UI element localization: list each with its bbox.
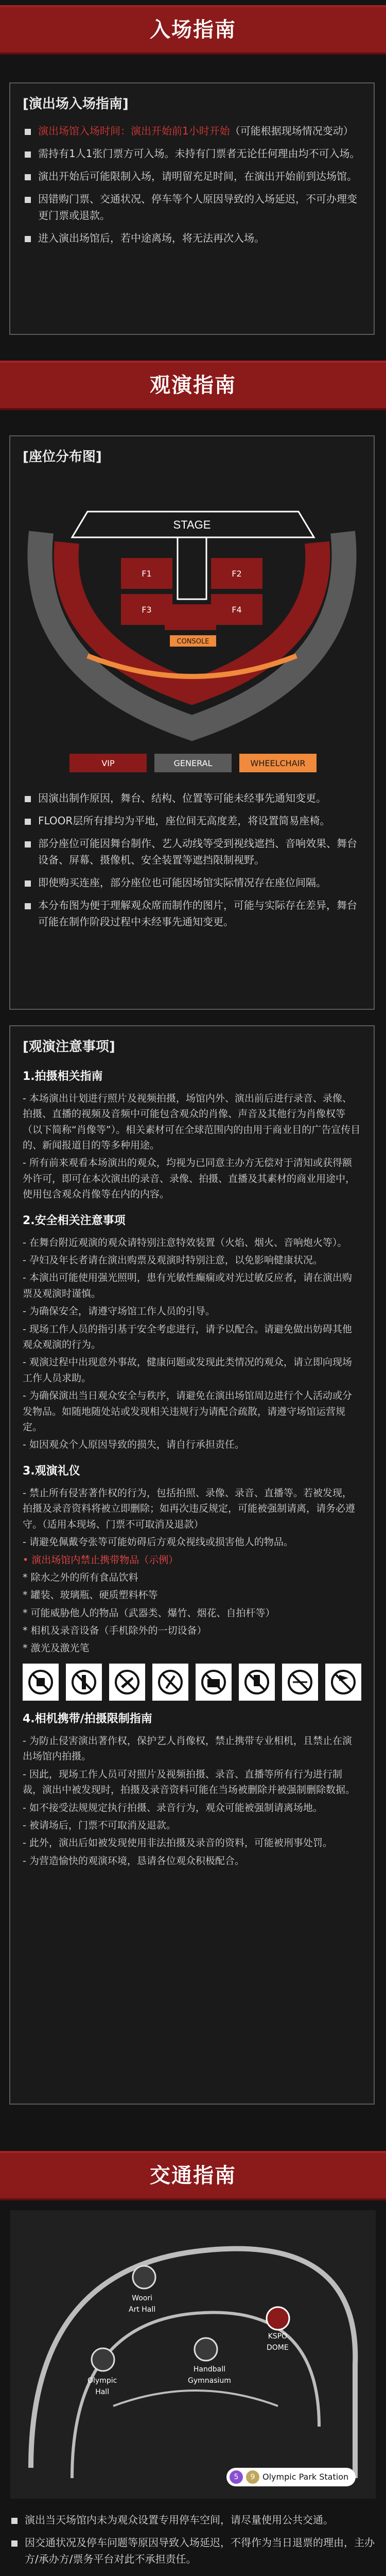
traffic-section-header [0, 2151, 386, 2200]
note-section-1 [10, 1067, 374, 1202]
seat-bullets [23, 790, 361, 930]
note-section-2 [10, 1212, 374, 1453]
station-label [226, 2468, 356, 2486]
floor-section-center [165, 604, 216, 630]
prohibited-icons-row [23, 1664, 361, 1701]
note-line: - 孕妇及年长者请在演出购票及观演时特别注意，以免影响健康状况。 [23, 1255, 323, 1266]
flag-icon [325, 1664, 361, 1701]
traffic-bullet: 演出当天场馆内未为观众设置专用停车空间，请尽量使用公共交通。 [9, 2512, 385, 2528]
note-line: - 为确保演出当日观众安全与秩序，请避免在演出场馆周边进行个人活动或分发物品。如随地随处站或发现相关违规行为请配合疏散，请遵守场馆运营规定。 [23, 1390, 352, 1433]
seat-map [10, 476, 374, 785]
entry-bullet-text: （可能根据现场情况变动） [230, 124, 354, 137]
viewing-title: 观演指南 [150, 374, 236, 397]
note-line: - 为营造愉快的观演环境，恳请各位观众积极配合。 [23, 1855, 244, 1867]
station-name: Olympic Park Station [262, 2472, 349, 2482]
note-line: - 为防止侵害演出著作权，保护艺人肖像权，禁止携带专业相机，且禁止在演出场馆内拍摄。 [23, 1735, 352, 1762]
seat-bullet: 即使购买连座，部分座位也可能因场馆实际情况存在座位间隔。 [23, 874, 361, 891]
legend-wheelchair: WHEELCHAIR [250, 758, 306, 768]
entry-bullet-text: 演出开始后可能限制入场，请明留充足时间，在演出开始前到达场馆。 [38, 170, 357, 182]
entry-bullet [23, 123, 361, 139]
notes-box-title: [观演注意事项] [23, 1039, 115, 1055]
line5-icon: 5 [230, 2470, 243, 2484]
entry-bullets [23, 123, 361, 246]
traffic-bullet: 因交通状况及停车问题等原因导致入场延迟，不得作为当日退票的理由，主办方/承办方/票务平台对此不承担责任。 [9, 2534, 385, 2567]
entry-bullet [23, 168, 361, 184]
entry-box-title: [演出场入场指南] [23, 96, 129, 112]
camera-icon [196, 1664, 232, 1701]
f3-label: F3 [142, 604, 152, 615]
note-heading-3: 3.观演礼仪 [23, 1464, 80, 1478]
prohibited-title: • 演出场馆内禁止携带物品（示例） [23, 1554, 179, 1566]
note-line: - 被请场后，门票不可取消及退款。 [23, 1820, 176, 1832]
map-woori-label: Woori Art Hall [129, 2294, 156, 2314]
map-olympic-label: Olympic Hall [87, 2377, 117, 2397]
entry-bullet-text: 因错购门票、交通状况、停车等个人原因导致的入场延迟，不可办理变更门票或退款。 [38, 192, 357, 222]
note-heading-4: 4.相机携带/拍摄限制指南 [23, 1712, 152, 1725]
map-kspo-label: KSPO DOME [267, 2332, 289, 2352]
note-section-3 [10, 1462, 374, 1701]
note-line: - 此外，演出后如被发现使用非法拍摄及录音的资料，可能被刑事处罚。 [23, 1837, 332, 1849]
note-line: - 如因观众个人原因导致的损失，请自行承担责任。 [23, 1439, 244, 1451]
seat-bullet: FLOOR层所有排均为平地，座位间无高度差，将设置简易座椅。 [23, 812, 361, 829]
note-line: - 因此，现场工作人员可对照片及视频拍摄、录音、直播等所有行为进行制裁，演出中被发现时，拍摄及录音资料可能在当场被删除并被强制删除数据。 [23, 1768, 356, 1796]
line9-icon: 9 [246, 2470, 259, 2484]
entry-bullet [23, 191, 361, 224]
map-handball-label: Handball Gymnasium [188, 2365, 231, 2385]
prohibited-item: * 相机及录音设备（手机除外的一切设备） [23, 1625, 207, 1637]
legend-vip: VIP [101, 758, 115, 768]
note-heading-1: 1.拍摄相关指南 [23, 1070, 103, 1083]
console-label: CONSOLE [177, 637, 209, 646]
viewing-section-header [0, 361, 386, 410]
note-line: - 所有前来观看本场演出的观众，均视为已同意主办方无偿对于清知或获得额外许可，即可在本次演出的录音、录像、拍摄、直播及其素材的商业用途中，使用包含观众肖像等在内的内容。 [23, 1157, 356, 1200]
legend-general: GENERAL [173, 758, 213, 768]
entry-bullet-highlight: 演出场馆入场时间：演出开始前1小时开始 [38, 124, 230, 137]
prohibited-item: * 激光及激光笔 [23, 1642, 90, 1654]
f1-label: F1 [142, 568, 152, 579]
bottle-icon [66, 1664, 102, 1701]
entry-guide-box [9, 82, 375, 335]
note-heading-2: 2.安全相关注意事项 [23, 1214, 126, 1227]
seat-map-box [9, 435, 375, 1010]
note-line: - 本场演出计划进行照片及视频拍摄，场馆内外、演出前后进行录音、录像、拍摄、直播的视频及音频中可能包含观众的肖像、声音及其他行为肖像权等（以下简称“肖像等”）。相关素材可在全球范围内的由用于商业目的广告宣传目的、新闻报道目的等多种用途。 [23, 1092, 361, 1151]
note-line: - 在舞台附近观演的观众请特别注意特效装置（火焰、烟火、音响炮火等）。 [23, 1236, 347, 1248]
traffic-bullets [9, 2512, 386, 2573]
note-section-4 [10, 1710, 374, 1869]
seat-box-title: [座位分布图] [23, 449, 102, 465]
note-line: - 禁止所有侵害著作权的行为，包括拍照、录像、录音、直播等。若被发现，拍摄及录音资料将被立即删除；如再次违反规定，可能被强制请离，请务必遵守。（适用本现场、门票不可取消及退款） [23, 1487, 356, 1530]
stage [72, 512, 314, 537]
f2-label: F2 [232, 568, 242, 579]
note-line: - 现场工作人员的指引基于安全考虑进行，请予以配合。请避免做出妨碍其他观众观演的行为。 [23, 1323, 352, 1351]
traffic-title: 交通指南 [150, 2164, 236, 2188]
prohibited-item: * 除水之外的所有食品饮料 [23, 1571, 138, 1583]
seat-bullet: 本分布图为便于理解观众席而制作的图片，可能与实际存在差异，舞台可能在制作阶段过程中未经事先通知变更。 [23, 897, 361, 930]
entry-bullet-text: 需持有1人1张门票方可入场。未持有门票者无论任何理由均不可入场。 [38, 147, 360, 160]
note-line: - 本演出可能使用强光照明，患有光敏性癫痫或对光过敏反应者，请在演出购票及观演时谨慎。 [23, 1272, 352, 1299]
food-icon [23, 1664, 59, 1701]
prohibited-item: * 罐装、玻璃瓶、硬质塑料杯等 [23, 1589, 158, 1601]
stage-label: STAGE [173, 518, 211, 531]
selfie-stick-icon [152, 1664, 188, 1701]
note-line: - 请避免佩戴夸张等可能妨碍后方观众视线或损害他人的物品。 [23, 1536, 293, 1548]
note-line: - 为确保安全，请遵守场馆工作人员的引导。 [23, 1306, 215, 1317]
weapon-icon [109, 1664, 145, 1701]
f4-label: F4 [232, 604, 242, 615]
seat-bullet: 因演出制作原因，舞台、结构、位置等可能未经事先通知变更。 [23, 790, 361, 806]
entry-bullet [23, 230, 361, 246]
entry-section-header [0, 5, 386, 55]
entry-bullet [23, 145, 361, 162]
console [170, 635, 216, 647]
seat-bullet: 部分座位可能因舞台制作、艺人动线等受到视线遮挡、音响效果、舞台设备、屏幕、摄像机、安全装置等遮挡限制视野。 [23, 835, 361, 868]
traffic-map [10, 2210, 376, 2499]
viewing-notes-box [9, 1025, 375, 2105]
laser-icon [282, 1664, 318, 1701]
phone-stand-icon [239, 1664, 275, 1701]
prohibited-item: * 可能威胁他人的物品（武器类、爆竹、烟花、自拍杆等） [23, 1607, 275, 1619]
note-line: - 如不接受法规规定执行拍摄、录音行为，观众可能被强制请离场地。 [23, 1802, 323, 1814]
entry-bullet-text: 进入演出场馆后，若中途离场，将无法再次入场。 [38, 231, 265, 244]
entry-title: 入场指南 [150, 18, 236, 42]
legend [69, 754, 317, 772]
note-line: - 观演过程中出现意外事故，健康问题或发现此类情况的观众，请立即向现场工作人员求助。 [23, 1357, 352, 1384]
